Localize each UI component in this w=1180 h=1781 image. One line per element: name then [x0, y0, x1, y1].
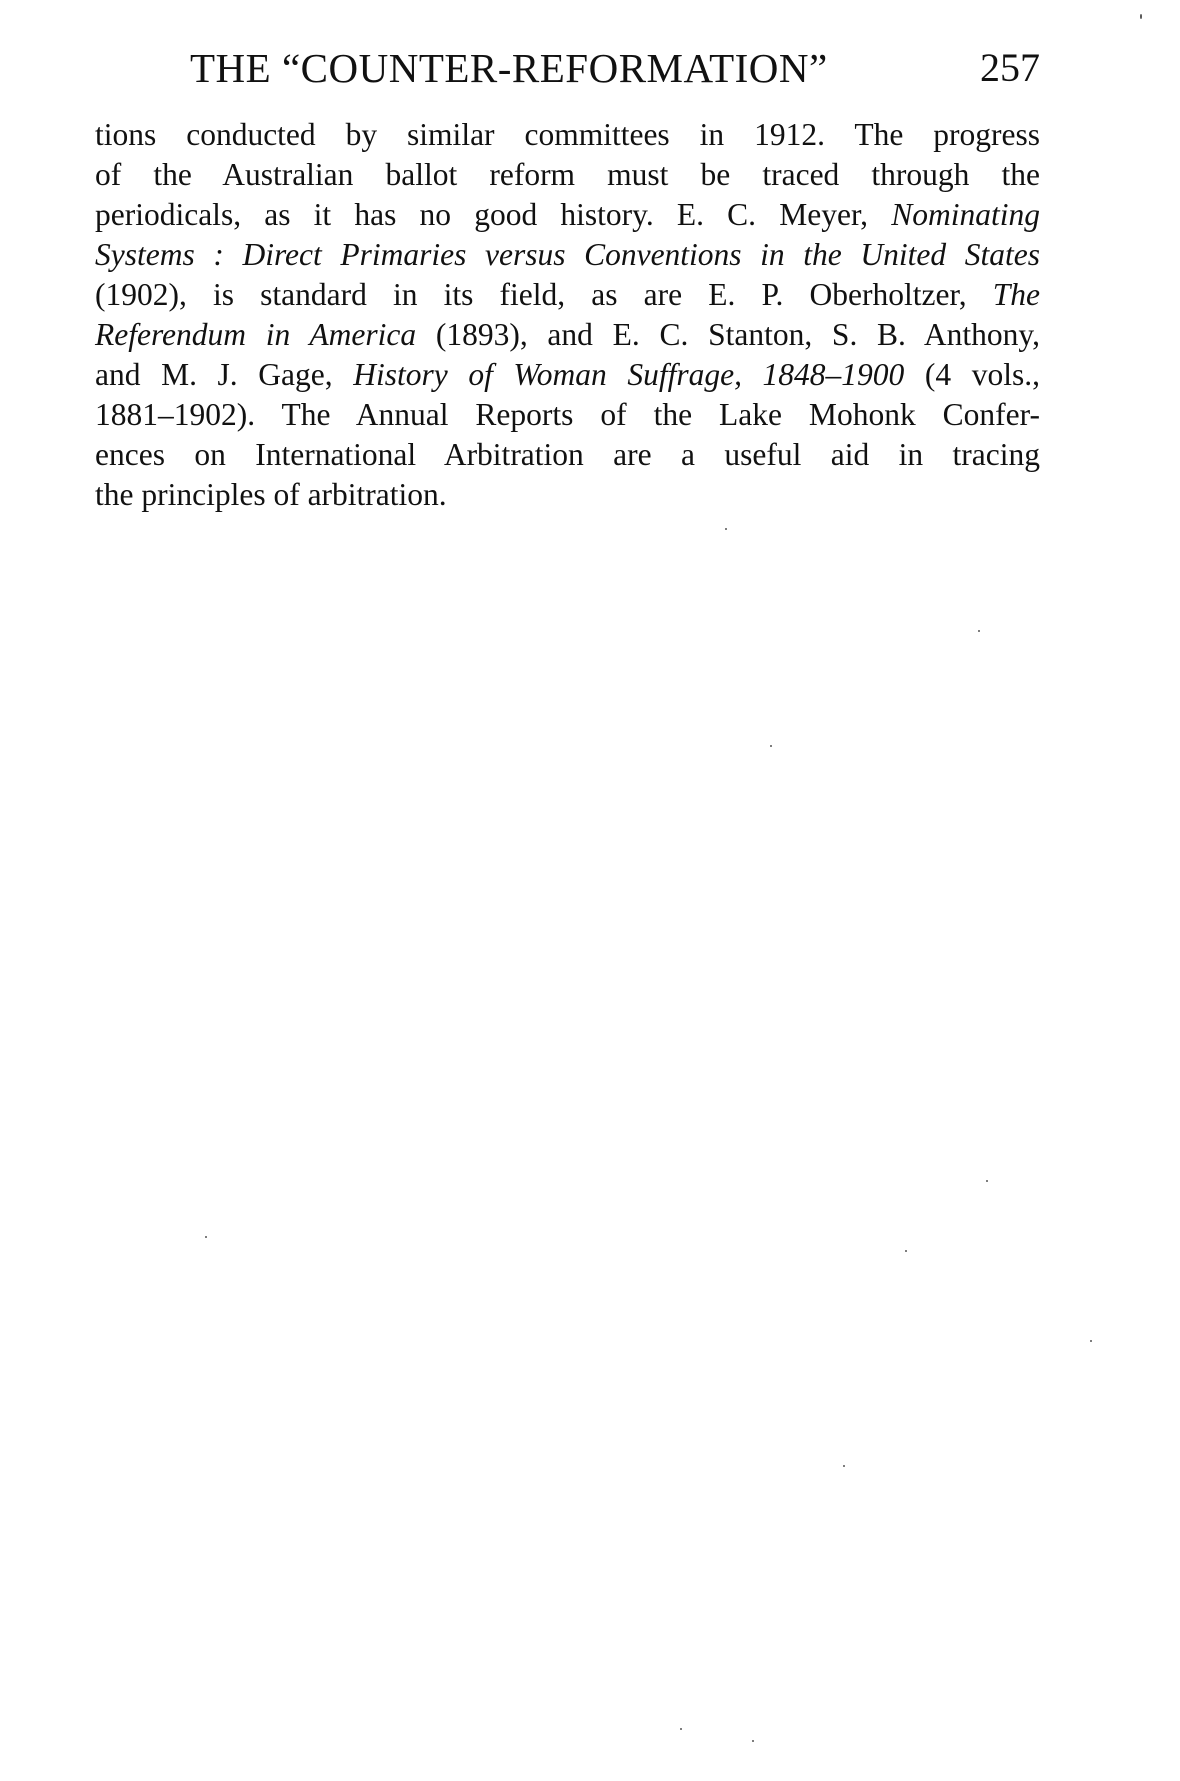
running-title: THE “COUNTER-REFORMATION” — [190, 45, 828, 91]
scan-speck — [725, 528, 727, 530]
italic-text-segment: Systems : Direct Primaries versus Conventions in the United States — [95, 237, 1040, 272]
scan-speck — [680, 1728, 682, 1730]
text-line — [95, 275, 1040, 315]
scan-speck — [752, 1740, 754, 1742]
text-line — [95, 115, 1040, 155]
italic-text-segment: History of Woman Suffrage, 1848–1900 — [353, 357, 905, 392]
text-line — [95, 235, 1040, 275]
text-segment: ences on International Arbitration are a useful aid in tracing — [95, 437, 1040, 472]
scan-speck — [986, 1180, 988, 1182]
scan-speck — [978, 630, 980, 632]
text-line — [95, 355, 1040, 395]
text-line — [95, 195, 1040, 235]
text-segment: (4 vols., — [904, 357, 1040, 392]
scan-speck — [843, 1465, 845, 1467]
scan-speck — [205, 1236, 207, 1238]
scan-speck — [1140, 14, 1142, 19]
body-paragraph — [95, 115, 1040, 515]
text-segment: of the Australian ballot reform must be traced through the — [95, 157, 1040, 192]
page-number: 257 — [980, 45, 1040, 90]
text-line — [95, 315, 1040, 355]
text-segment: tions conducted by similar committees in 1912. The progress — [95, 117, 1040, 152]
scan-speck — [905, 1250, 907, 1252]
running-head — [95, 44, 1040, 104]
italic-text-segment: Referendum in America — [95, 317, 417, 352]
text-segment: (1902), is standard in its field, as are E. P. Oberholtzer, — [95, 277, 993, 312]
text-segment: the principles of arbitration. — [95, 477, 447, 512]
text-segment: and M. J. Gage, — [95, 357, 354, 392]
text-line — [95, 395, 1040, 435]
text-segment: (1893), and E. C. Stanton, S. B. Anthony, — [416, 317, 1040, 352]
scan-speck — [1090, 1340, 1092, 1342]
italic-text-segment: The — [992, 277, 1040, 312]
scan-speck — [770, 745, 772, 747]
text-line — [95, 155, 1040, 195]
text-segment: 1881–1902). The Annual Reports of the Lake Mohonk Confer- — [95, 397, 1040, 432]
text-line — [95, 435, 1040, 475]
italic-text-segment: Nominating — [891, 197, 1040, 232]
text-line — [95, 475, 1040, 515]
text-segment: periodicals, as it has no good history. E. C. Meyer, — [95, 197, 892, 232]
